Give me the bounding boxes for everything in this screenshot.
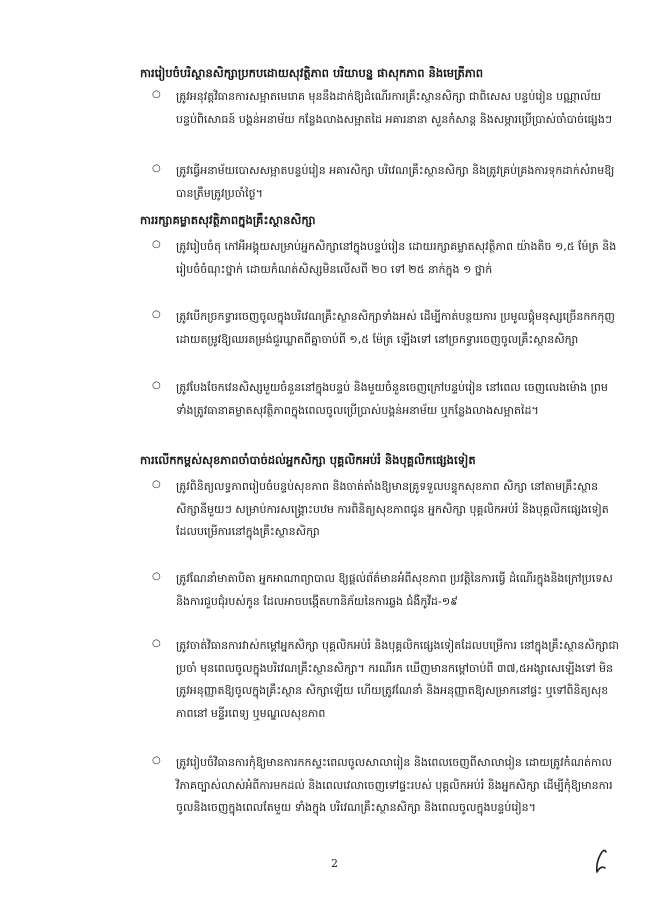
circle-bullet-icon: ○ [152,755,161,766]
circle-bullet-icon: ○ [152,571,161,582]
section-heading-safe-distance: ការរក្សាគម្លាតសុវត្ថិភាពក្នុងគ្រឹះស្ថានសិក្សា [140,213,316,227]
circle-bullet-icon: ○ [152,380,161,391]
circle-bullet-icon: ○ [152,309,161,320]
document-page: ការរៀបចំបរិស្ថានសិក្សាប្រកបដោយសុវត្ថិភាព បរិយាបន្ន ផាសុកភាព និងមេត្រីភាព ○ ត្រូវអនុវត្តវិធានការសម្អាតមេរោគ មុននឹងដាក់ឱ្យដំណើរការគ្រឹះស្ថានសិក្សា ជាពិសេស បន្ទប់រៀន បណ្ណាល័យ បន្ទប់ពិសោធន៍ បង្គន់អនាម័យ កន្លែងលាងសម្អាតដៃ អគារនានា សួនកំសាន្ត និងសម្ភារប្រើប្រាស់ចាំបាច់ផ្សេងៗ ○ ត្រូវធ្វើអនាម័យបោសសម្អាតបន្ទប់រៀន អគារសិក្សា បរិវេណគ្រឹះស្ថានសិក្សា និងត្រូវគ្រប់គ្រងការទុកដាក់សំរាមឱ្យបានត្រឹមត្រូវប្រចាំថ្ងៃ។ ការរក្សាគម្លាតសុវត្ថិភាពក្នុងគ្រឹះស្ថានសិក្សា ○ ត្រូវរៀបចំតុ កៅអីអង្គុយសម្រាប់អ្នកសិក្សានៅក្នុងបន្ទប់រៀន ដោយរក្សាគម្លាតសុវត្ថិភាព យ៉ាងតិច ១,៥ ម៉ែត្រ និងរៀបចំចំណុះថ្នាក់ ដោយកំណត់សិស្សមិនលើសពី ២០ ទៅ ២៥ នាក់ក្នុង ១ ថ្នាក់ ○ ត្រូវបើកច្រកទ្វារចេញចូលក្នុងបរិវេណគ្រឹះស្ថានសិក្សាទាំងអស់ ដើម្បីកាត់បន្ថយការ ប្រមូលផ្តុំមនុស្សច្រើនកកកុញ ដោយតម្រូវឱ្យឈរតម្រង់ជួរឃ្លាតពីគ្នាចាប់ពី ១,៥ ម៉ែត្រ ឡើងទៅ នៅច្រកទ្វារចេញចូលគ្រឹះស្ថានសិក្សា ○ ត្រូវបែងចែកវេនសិស្សមួយចំនួននៅក្នុងបន្ទប់ និងមួយចំនួនចេញក្រៅបន្ទប់រៀន នៅពេល ចេញលេងម៉ោង ព្រមទាំងត្រូវធានាគម្លាតសុវត្ថិភាពក្នុងពេលចូលប្រើប្រាស់បង្គន់អនាម័យ ឬកន្លែងលាងសម្អាតដៃ។ ការលើកកម្ពស់សុខភាពចាំបាច់ដល់អ្នកសិក្សា បុគ្គលិកអប់រំ និងបុគ្គលិកផ្សេងទៀត ○ ត្រូវពិនិត្យលទ្ធភាពរៀបចំបន្ទប់សុខភាព និងចាត់តាំងឱ្យមានគ្រូទទួលបន្ទុកសុខភាព សិក្សា នៅតាមគ្រឹះស្ថានសិក្សានីមួយៗ សម្រាប់ការសង្គ្រោះបឋម ការពិនិត្យសុខភាពជូន អ្នកសិក្សា បុគ្គលិកអប់រំ និងបុគ្គលិកផ្សេងទៀត ដែលបម្រើការនៅក្នុងគ្រឹះស្ថានសិក្សា ○ ត្រូវណែនាំមាតាបិតា អ្នកអាណាព្យាបាល ឱ្យផ្តល់ព័ត៌មានអំពីសុខភាព ប្រវត្តិនៃការធ្វើ ដំណើរក្នុងនិងក្រៅប្រទេស និងការជួបជុំរបស់កូន ដែលអាចបង្កើតហានិភ័យនៃការឆ្លង ជំងឺកូវីដ-១៩ ○ ត្រូវចាត់វិធានការវាស់កម្តៅអ្នកសិក្សា បុគ្គលិកអប់រំ និងបុគ្គលិកផ្សេងទៀតដែលបម្រើការ នៅក្នុងគ្រឹះស្ថានសិក្សាជាប្រចាំ មុនពេលចូលក្នុងបរិវេណគ្រឹះស្ថានសិក្សា។ ករណីរក ឃើញមានកម្តៅចាប់ពី ៣៧,៥អង្សាសេឡើងទៅ មិនត្រូវអនុញ្ញាតឱ្យចូលក្នុងគ្រឹះស្ថាន សិក្សាឡើយ ហើយត្រូវណែនាំ និងអនុញ្ញាតឱ្យសម្រាកនៅផ្ទះ ឬទៅពិនិត្យសុខភាពនៅ មន្ទីរពេទ្យ ឬមណ្ឌលសុខភាព ○ ត្រូវរៀបចំវិធានការកុំឱ្យមានការកកស្ទះពេលចូលសាលារៀន និងពេលចេញពីសាលារៀន ដោយត្រូវកំណត់កាលវិភាគច្បាស់លាស់អំពីការមកដល់ និងពេលវេលាចេញទៅផ្ទះរបស់ បុគ្គលិកអប់រំ និងអ្នកសិក្សា ដើម្បីកុំឱ្យមានការចូលនិងចេញក្នុងពេលតែមួយ ទាំងក្នុង បរិវេណគ្រឹះស្ថានសិក្សា និងពេលចូលក្នុងបន្ទប់រៀន។ 2 [0,0,650,919]
circle-bullet-icon: ○ [152,638,161,649]
section-heading-health-promotion: ការលើកកម្ពស់សុខភាពចាំបាច់ដល់អ្នកសិក្សា បុគ្គលិកអប់រំ និងបុគ្គលិកផ្សេងទៀត [140,453,476,467]
section-heading-safe-environment: ការរៀបចំបរិស្ថានសិក្សាប្រកបដោយសុវត្ថិភាព បរិយាបន្ន ផាសុកភាព និងមេត្រីភាព [140,66,484,80]
circle-bullet-icon: ○ [152,89,161,100]
circle-bullet-icon: ○ [152,163,161,174]
circle-bullet-icon: ○ [152,239,161,250]
page-number: 2 [331,857,338,870]
initials-signature-icon [590,848,612,876]
circle-bullet-icon: ○ [152,479,161,490]
